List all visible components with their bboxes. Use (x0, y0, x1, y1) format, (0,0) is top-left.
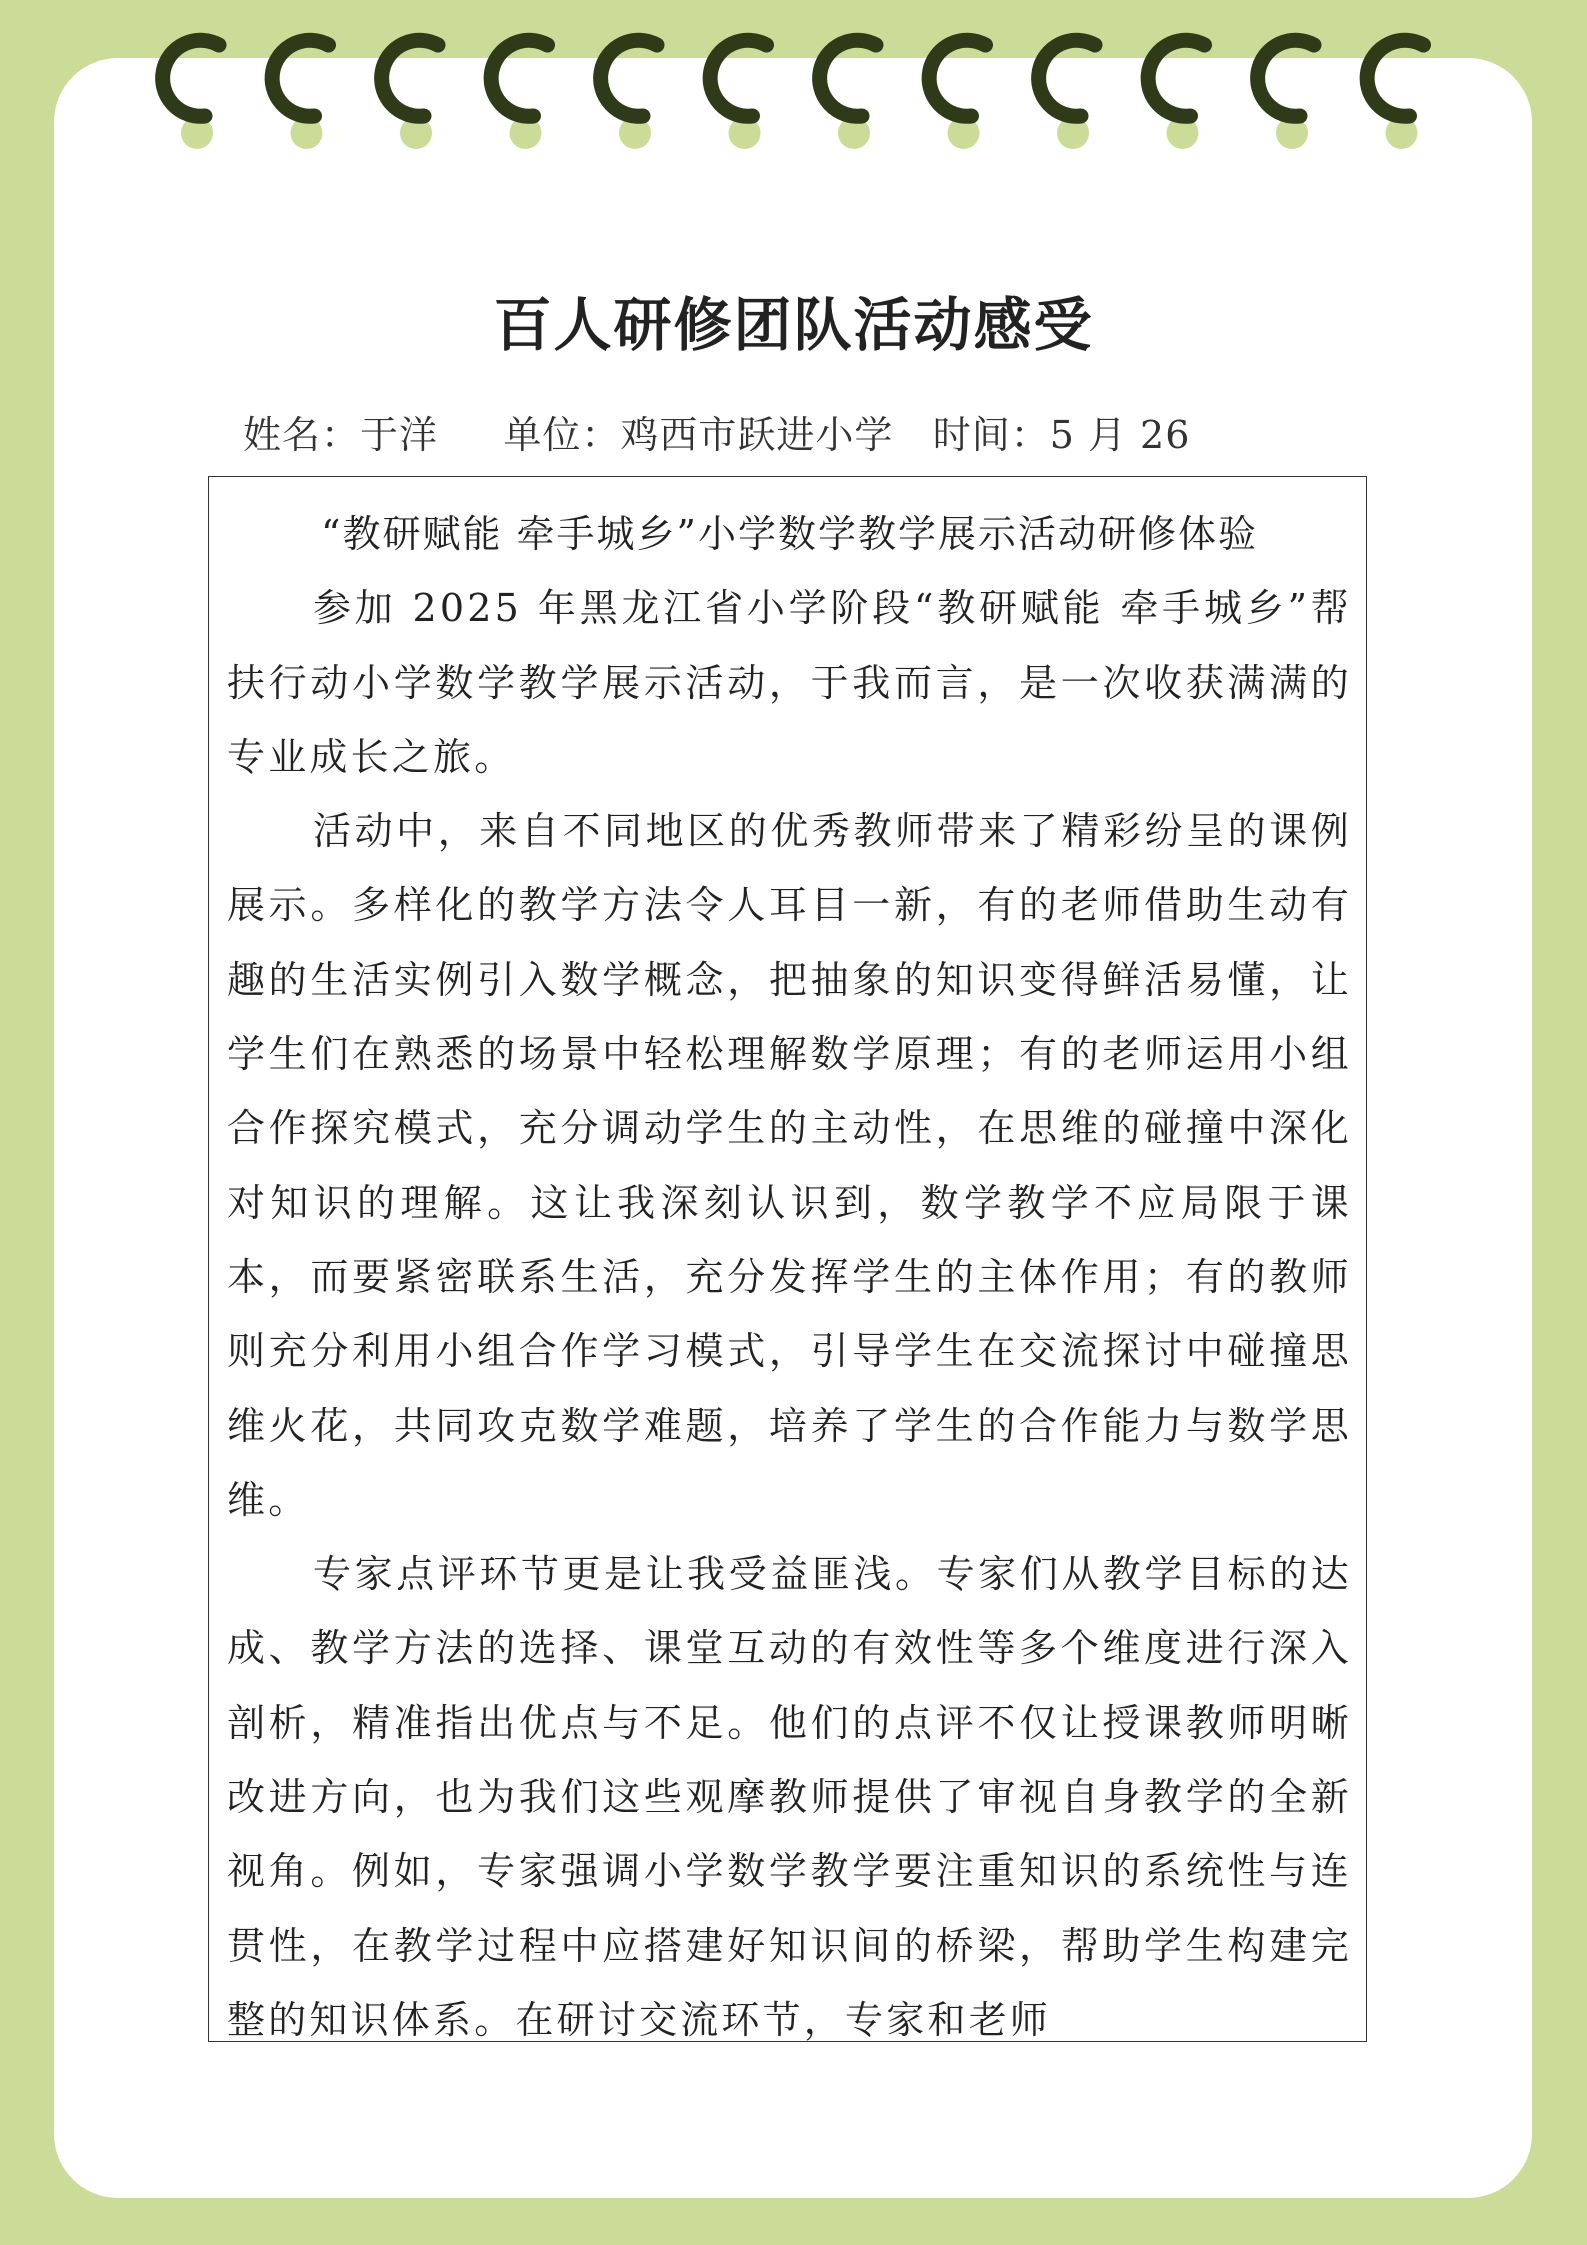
binder-ring-arc (710, 40, 766, 116)
meta-unit: 单位：鸡西市跃进小学 (503, 413, 894, 457)
binder-ring (272, 40, 328, 149)
binder-ring-arc (1148, 40, 1204, 116)
binder-ring (1367, 40, 1423, 149)
essay-paragraph-3: 专家点评环节更是让我受益匪浅。专家们从教学目标的达成、教学方法的选择、课堂互动的有效性等多个维度进行深入剖析，精准指出优点与不足。他们的点评不仅让授课教师明晰改进方向，也为我们这些观摩教师提供了审视自身教学的全新视角。例如，专家强调小学数学教学要注重知识的系统性与连贯性，在教学过程中应搭建好知识间的桥梁，帮助学生构建完整的知识体系。在研讨交流环节，专家和老师 (227, 1552, 1352, 2042)
binder-ring-arc (929, 40, 985, 116)
meta-time: 时间：5 月 26 (932, 413, 1191, 457)
binder-ring (1039, 40, 1095, 149)
binder-ring-arc (820, 40, 876, 116)
binder-ring-arc (1367, 40, 1423, 116)
essay-box (208, 476, 1367, 2042)
page-title: 百人研修团队活动感受 (493, 291, 1094, 359)
binder-rings (0, 0, 1587, 170)
binder-ring (1258, 40, 1314, 149)
binder-ring (820, 40, 876, 149)
binder-ring (163, 40, 219, 149)
essay-subtitle: “教研赋能 牵手城乡”小学数学教学展示活动研修体验 (321, 512, 1258, 556)
binder-ring (929, 40, 985, 149)
binder-ring (710, 40, 766, 149)
essay-paragraph-2: 活动中，来自不同地区的优秀教师带来了精彩纷呈的课例展示。多样化的教学方法令人耳目一新，有的老师借助生动有趣的生活实例引入数学概念，把抽象的知识变得鲜活易懂，让学生们在熟悉的场景中轻松理解数学原理；有的老师运用小组合作探究模式，充分调动学生的主动性，在思维的碰撞中深化对知识的理解。这让我深刻认识到，数学教学不应局限于课本，而要紧密联系生活，充分发挥学生的主体作用；有的教师则充分利用小组合作学习模式，引导学生在交流探讨中碰撞思维火花，共同攻克数学难题，培养了学生的合作能力与数学思维。 (227, 809, 1352, 1522)
essay-paragraph-1: 参加 2025 年黑龙江省小学阶段“教研赋能 牵手城乡”帮扶行动小学数学教学展示活动，于我而言，是一次收获满满的专业成长之旅。 (227, 586, 1352, 779)
binder-ring (601, 40, 657, 149)
binder-ring-arc (1258, 40, 1314, 116)
meta-name: 姓名：于洋 (243, 413, 439, 457)
meta-line (243, 404, 1190, 459)
binder-ring-arc (491, 40, 547, 116)
binder-ring-arc (272, 40, 328, 116)
binder-ring (382, 40, 438, 149)
binder-ring (1148, 40, 1204, 149)
binder-ring-arc (382, 40, 438, 116)
binder-ring-arc (601, 40, 657, 116)
binder-ring-arc (1039, 40, 1095, 116)
binder-ring (491, 40, 547, 149)
binder-ring-arc (163, 40, 219, 116)
